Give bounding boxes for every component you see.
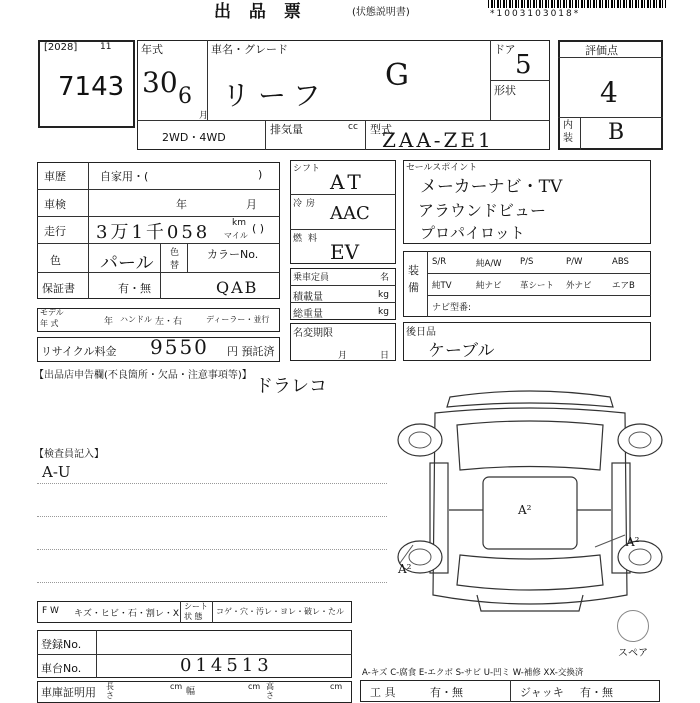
inspection-month: 月 — [246, 198, 257, 211]
color-swap-2: 替 — [170, 261, 180, 271]
warranty-label: 保証書 — [42, 282, 75, 295]
selling-points-label: セールスポイント — [406, 163, 478, 173]
load-label: 積載量 — [293, 292, 323, 303]
selling-point-3: プロパイロット — [420, 224, 525, 242]
interior-label: 内装 — [563, 120, 573, 144]
shape-label: 形状 — [494, 84, 516, 97]
chassis-label: 車台No. — [41, 662, 82, 675]
fuel-label: 燃料 — [293, 234, 324, 244]
chassis-value: 014513 — [180, 655, 273, 676]
barcode — [488, 0, 666, 8]
damage-legend: A-キズ C-腐食 E-エクボ S-サビ U-凹ミ W-補修 XX-交換済 — [362, 668, 584, 678]
recycle-unit: 円 預託済 — [227, 345, 275, 358]
selling-point-2: アラウンドビュー — [418, 201, 547, 220]
warranty-value: 有・無 — [118, 282, 151, 295]
displacement-unit: cc — [348, 122, 358, 132]
aircon-label: 冷房 — [293, 199, 320, 209]
cert-height-2: さ — [266, 691, 274, 700]
car-grade-value: G — [385, 58, 409, 93]
cert-cm-2: cm — [248, 682, 261, 691]
equipment-item-row1-2: 純A/W — [476, 259, 502, 269]
doors-value: 5 — [515, 50, 532, 80]
inspector-notes-value: A-U — [42, 463, 71, 481]
equipment-item-row2-4: 外ナビ — [566, 281, 592, 291]
fw-text: キズ・ヒビ・石・割レ・X — [74, 609, 179, 619]
model-change-year: 年 — [104, 317, 114, 327]
cert-cm-3: cm — [330, 682, 343, 691]
capacity-label: 乗車定員 — [293, 273, 330, 283]
handle-options: 左・右 — [155, 317, 183, 327]
handle-label: ハンドル — [120, 315, 152, 324]
dealer-options: ディーラー・並行 — [206, 315, 270, 324]
aircon-value: AAC — [330, 203, 370, 224]
fuel-value: EV — [330, 240, 360, 264]
form-subtitle: (状態説明書) — [352, 7, 410, 18]
gross-unit: kg — [378, 307, 389, 317]
cert-width: 幅 — [186, 687, 196, 697]
color-label: 色 — [50, 254, 61, 267]
car-name-value: リーフ — [222, 79, 329, 112]
sheet-label-1: シート — [184, 602, 208, 611]
recycle-value: 9550 — [150, 335, 209, 359]
jack-value: 有・無 — [580, 686, 613, 699]
shift-value: AT — [330, 170, 365, 194]
equipment-item-row1-4: P/W — [566, 257, 583, 267]
doors-label: ドア — [494, 43, 516, 56]
lot-mark: 11 — [100, 42, 112, 52]
title-change-day: 日 — [380, 351, 390, 361]
seller-notes-label: 【出品店申告欄(不良箇所・欠品・注意事項等)】 — [34, 370, 252, 381]
history-value: 自家用・( — [100, 170, 149, 183]
model-code-value: ZAA-ZE1 — [382, 128, 494, 152]
selling-point-1: メーカーナビ・TV — [420, 177, 563, 197]
cert-height-1: 高 — [266, 682, 274, 691]
equipment-label: 装備 — [408, 264, 419, 294]
form-title: 出 品 票 — [214, 2, 307, 22]
model-change-label-2: 年 式 — [40, 319, 59, 328]
equipment-item-row2-2: 純ナビ — [476, 281, 502, 291]
equipment-item-row2-5: エアB — [612, 281, 635, 291]
inspection-year: 年 — [176, 198, 187, 211]
navi-model-label: ナビ型番: — [432, 303, 472, 313]
capacity-unit: 名 — [380, 273, 390, 283]
model-code-label: 型式 — [370, 123, 392, 136]
equipment-item-row2-3: 革シート — [520, 281, 555, 291]
tools-value: 有・無 — [430, 686, 463, 699]
model-month-value: 6 — [178, 84, 192, 109]
mileage-unit-km: km — [232, 218, 246, 228]
score-value: 4 — [600, 76, 618, 109]
load-unit: kg — [378, 290, 389, 300]
history-label: 車歴 — [44, 170, 66, 183]
mileage-value: 3万1千058 — [96, 222, 211, 243]
inspection-label: 車検 — [44, 198, 66, 211]
color-no-value: QAB — [216, 278, 259, 297]
cert-length-1: 長 — [106, 682, 114, 691]
model-year-value: 30 — [142, 66, 178, 99]
cert-length-2: さ — [106, 691, 114, 700]
drive-type: 2WD・4WD — [162, 131, 226, 144]
tools-label: 工 具 — [370, 686, 396, 699]
equipment-item-row2-1: 純TV — [432, 281, 452, 291]
color-no-label: カラーNo. — [207, 248, 259, 261]
aftersale-value: ケーブル — [428, 341, 495, 361]
fw-label: F W — [42, 606, 59, 616]
equipment-item-row1-1: S/R — [432, 257, 447, 267]
damage-mark-roof: A² — [518, 503, 532, 517]
model-change-label-1: モデル — [40, 308, 64, 317]
mileage-label: 走行 — [44, 225, 66, 238]
inspector-notes-label: 【検査員記入】 — [34, 449, 104, 460]
sheet-label-2: 状 態 — [184, 612, 203, 621]
seller-notes-value: ドラレコ — [255, 376, 327, 397]
damage-mark-right: A² — [626, 535, 640, 549]
jack-label: ジャッキ — [520, 686, 564, 699]
car-name-label: 車名・グレード — [211, 43, 288, 56]
color-swap-1: 色 — [170, 248, 180, 258]
shift-label: シフト — [293, 164, 321, 174]
mileage-unit-mile: マイル — [224, 231, 248, 240]
damage-mark-left: A² — [398, 562, 412, 576]
barcode-text: *1003103018* — [490, 9, 581, 19]
spare-circle — [617, 610, 649, 642]
score-label: 評価点 — [585, 44, 618, 57]
title-change-label: 名変期限 — [293, 328, 333, 339]
model-month-suffix: 月 — [199, 111, 209, 121]
color-value: パール — [100, 253, 154, 274]
equipment-item-row1-5: ABS — [612, 257, 629, 267]
interior-value: B — [608, 120, 625, 145]
mileage-paren: ( ) — [252, 222, 265, 235]
gross-label: 総重量 — [293, 309, 323, 320]
cert-label: 車庫証明用 — [41, 686, 96, 699]
model-year-label: 年式 — [141, 43, 163, 56]
equipment-item-row1-3: P/S — [520, 257, 534, 267]
spare-label: スペア — [618, 648, 648, 659]
lot-number: 7143 — [58, 72, 125, 102]
lot-year-code: [2028] — [44, 42, 78, 53]
displacement-label: 排気量 — [270, 123, 303, 136]
history-close: ) — [258, 168, 263, 181]
registration-label: 登録No. — [41, 638, 82, 651]
cert-cm-1: cm — [170, 682, 183, 691]
sheet-text: コゲ・穴・汚レ・ヨレ・破レ・たル — [216, 607, 344, 616]
title-change-month: 月 — [338, 351, 348, 361]
recycle-label: リサイクル料金 — [41, 345, 117, 358]
aftersale-label: 後日品 — [406, 327, 436, 338]
